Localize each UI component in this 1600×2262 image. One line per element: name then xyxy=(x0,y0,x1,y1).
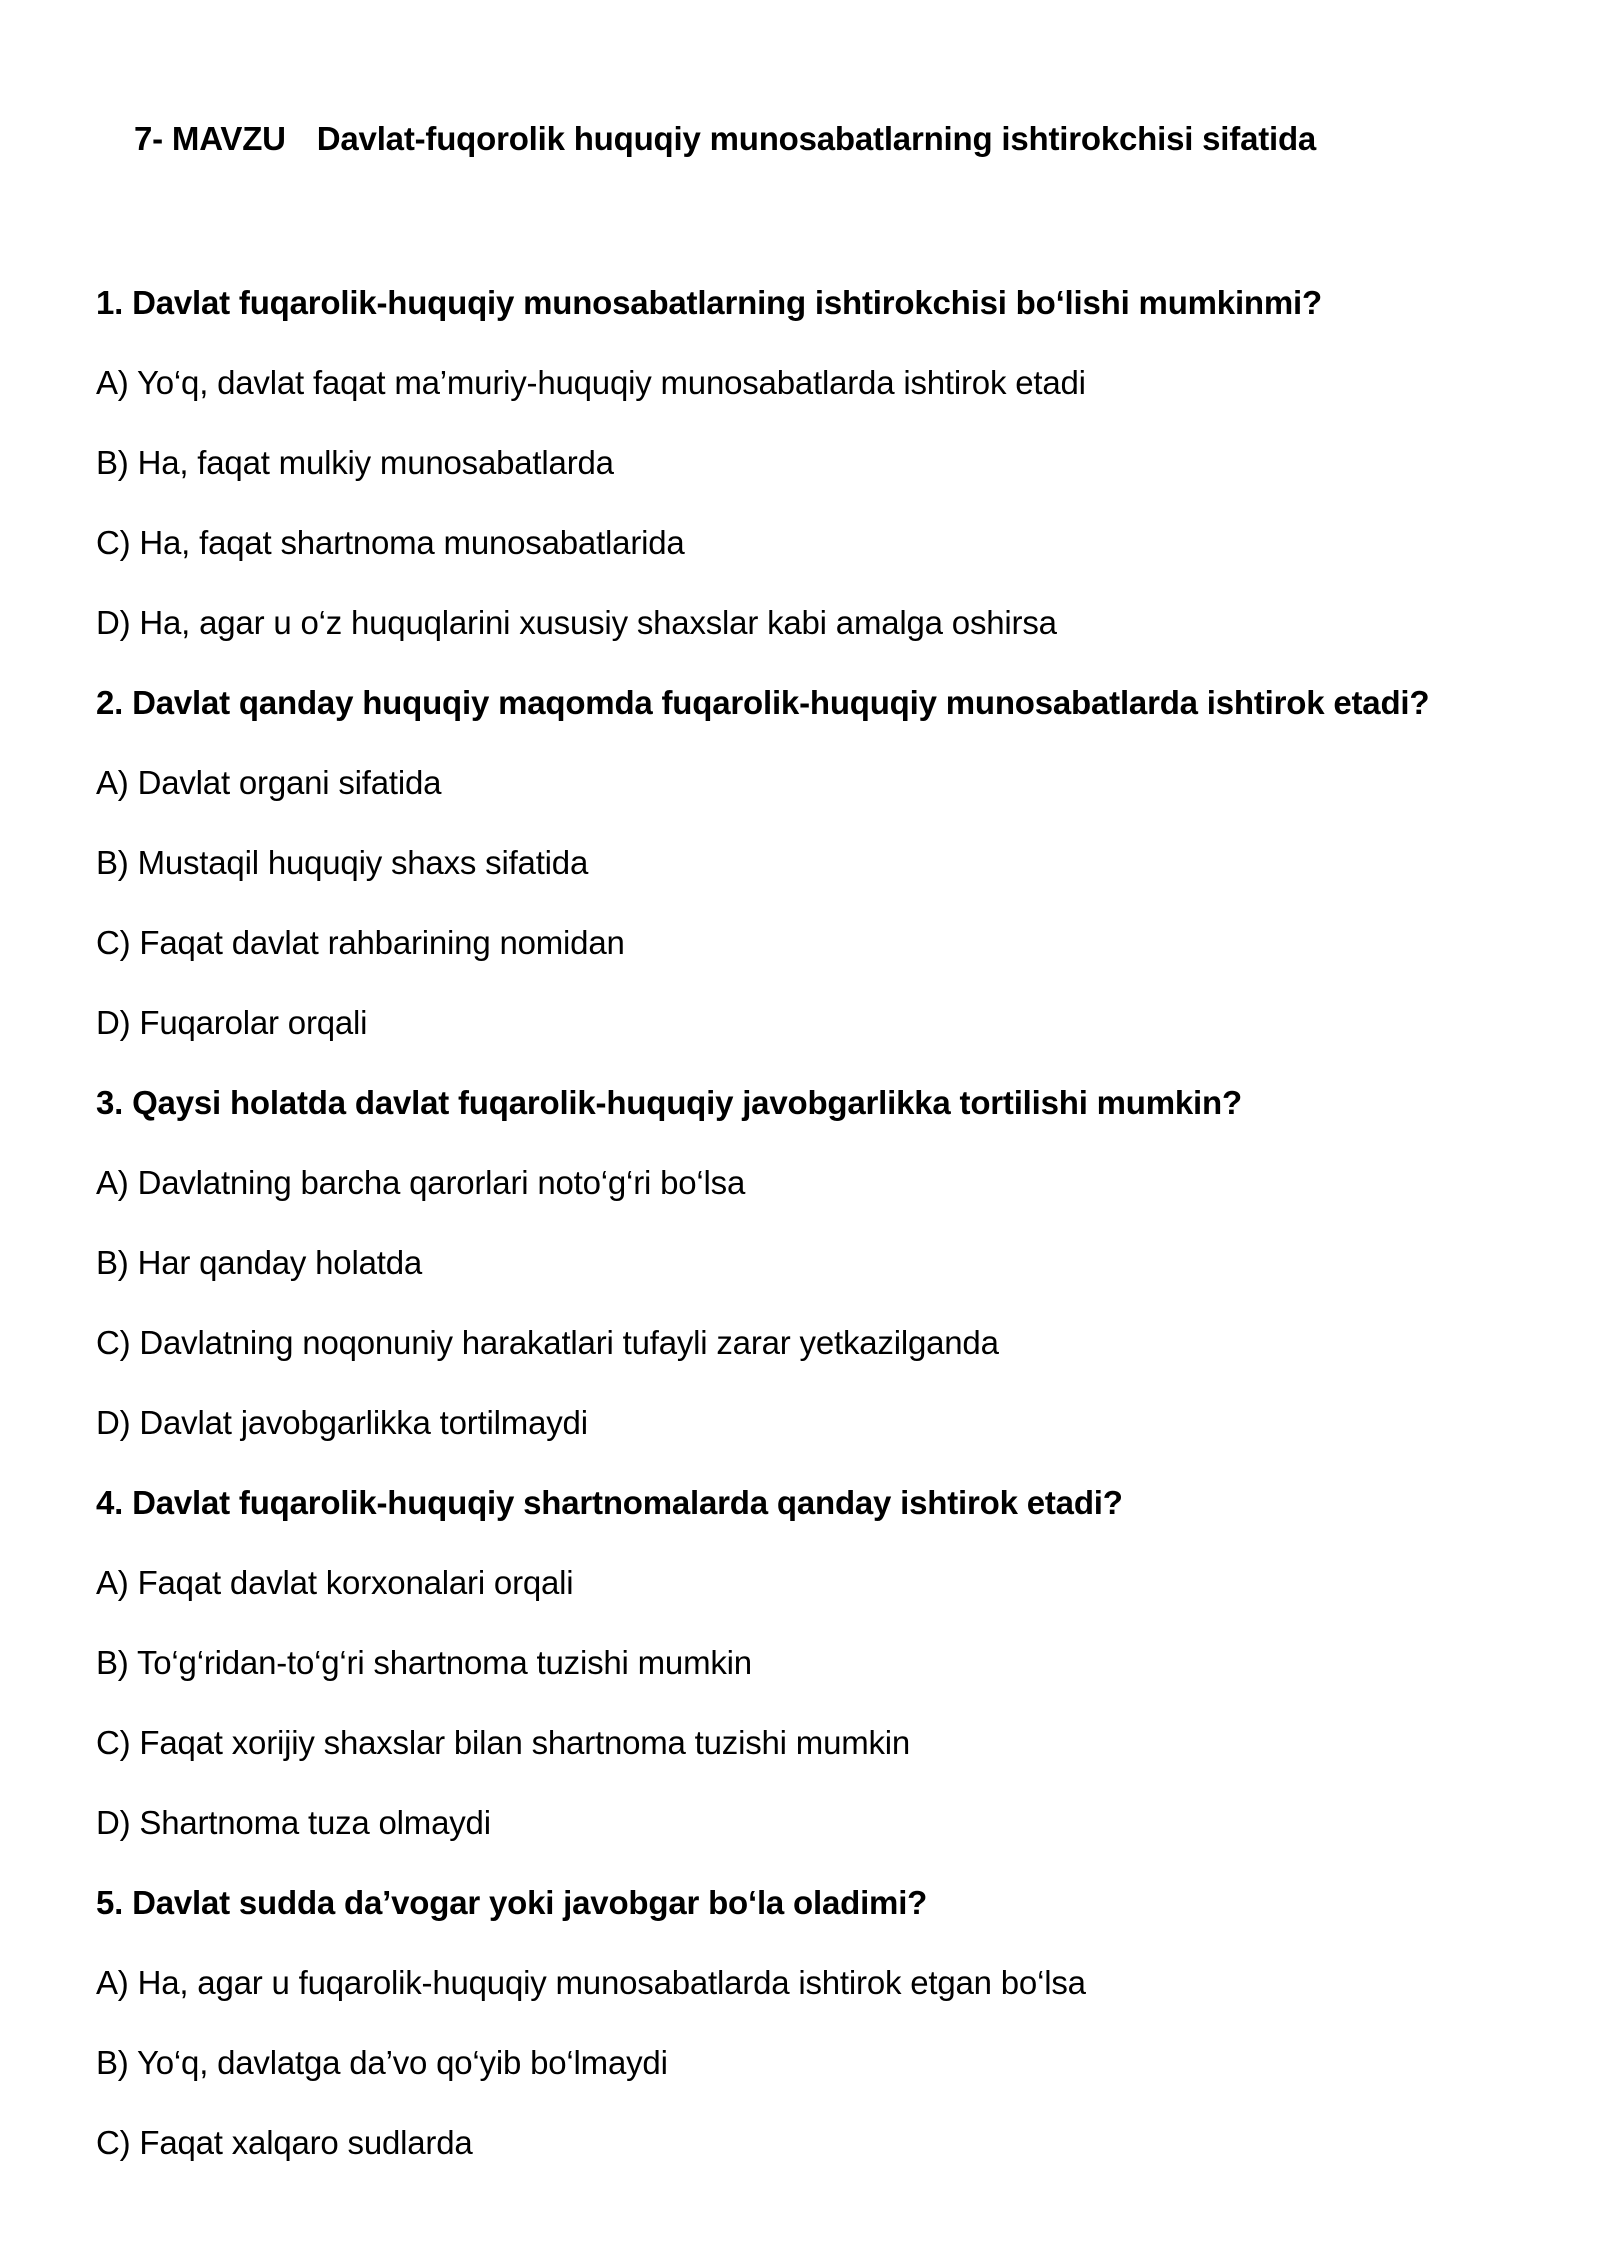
question-5-option-b: B) Yo‘q, davlatga da’vo qo‘yib bo‘lmaydi xyxy=(96,2044,668,2081)
question-2-option-d: D) Fuqarolar orqali xyxy=(96,1004,368,1041)
question-1-option-b: B) Ha, faqat mulkiy munosabatlarda xyxy=(96,444,614,481)
question-5-option-c: C) Faqat xalqaro sudlarda xyxy=(96,2124,473,2161)
question-1-option-d: D) Ha, agar u o‘z huquqlarini xususiy shaxslar kabi amalga oshirsa xyxy=(96,604,1057,641)
question-3-option-d: D) Davlat javobgarlikka tortilmaydi xyxy=(96,1404,588,1441)
question-4-option-d: D) Shartnoma tuza olmaydi xyxy=(96,1804,491,1841)
question-2-option-a: A) Davlat organi sifatida xyxy=(96,764,442,801)
question-4-option-b: B) To‘g‘ridan-to‘g‘ri shartnoma tuzishi mumkin xyxy=(96,1644,752,1681)
question-4: 4. Davlat fuqarolik-huquqiy shartnomalarda qanday ishtirok etadi? xyxy=(96,1484,1123,1521)
question-3: 3. Qaysi holatda davlat fuqarolik-huquqiy javobgarlikka tortilishi mumkin? xyxy=(96,1084,1242,1121)
question-3-option-c: C) Davlatning noqonuniy harakatlari tufayli zarar yetkazilganda xyxy=(96,1324,999,1361)
question-1-option-c: C) Ha, faqat shartnoma munosabatlarida xyxy=(96,524,685,561)
question-3-option-a: A) Davlatning barcha qarorlari noto‘g‘ri bo‘lsa xyxy=(96,1164,746,1201)
topic-title-text: Davlat-fuqorolik huquqiy munosabatlarning ishtirokchisi sifatida xyxy=(316,120,1317,157)
question-4-option-a: A) Faqat davlat korxonalari orqali xyxy=(96,1564,574,1601)
topic-heading xyxy=(134,120,1316,158)
question-2-option-c: C) Faqat davlat rahbarining nomidan xyxy=(96,924,625,961)
question-list xyxy=(96,280,1516,2200)
question-2: 2. Davlat qanday huquqiy maqomda fuqarolik-huquqiy munosabatlarda ishtirok etadi? xyxy=(96,684,1430,721)
question-5: 5. Davlat sudda da’vogar yoki javobgar bo‘la oladimi? xyxy=(96,1884,928,1921)
question-3-option-b: B) Har qanday holatda xyxy=(96,1244,423,1281)
topic-number: 7- MAVZU xyxy=(134,120,286,157)
question-5-option-a: A) Ha, agar u fuqarolik-huquqiy munosabatlarda ishtirok etgan bo‘lsa xyxy=(96,1964,1086,2001)
question-1: 1. Davlat fuqarolik-huquqiy munosabatlarning ishtirokchisi bo‘lishi mumkinmi? xyxy=(96,284,1322,321)
question-1-option-a: A) Yo‘q, davlat faqat ma’muriy-huquqiy munosabatlarda ishtirok etadi xyxy=(96,364,1086,401)
question-2-option-b: B) Mustaqil huquqiy shaxs sifatida xyxy=(96,844,589,881)
question-4-option-c: C) Faqat xorijiy shaxslar bilan shartnoma tuzishi mumkin xyxy=(96,1724,911,1761)
